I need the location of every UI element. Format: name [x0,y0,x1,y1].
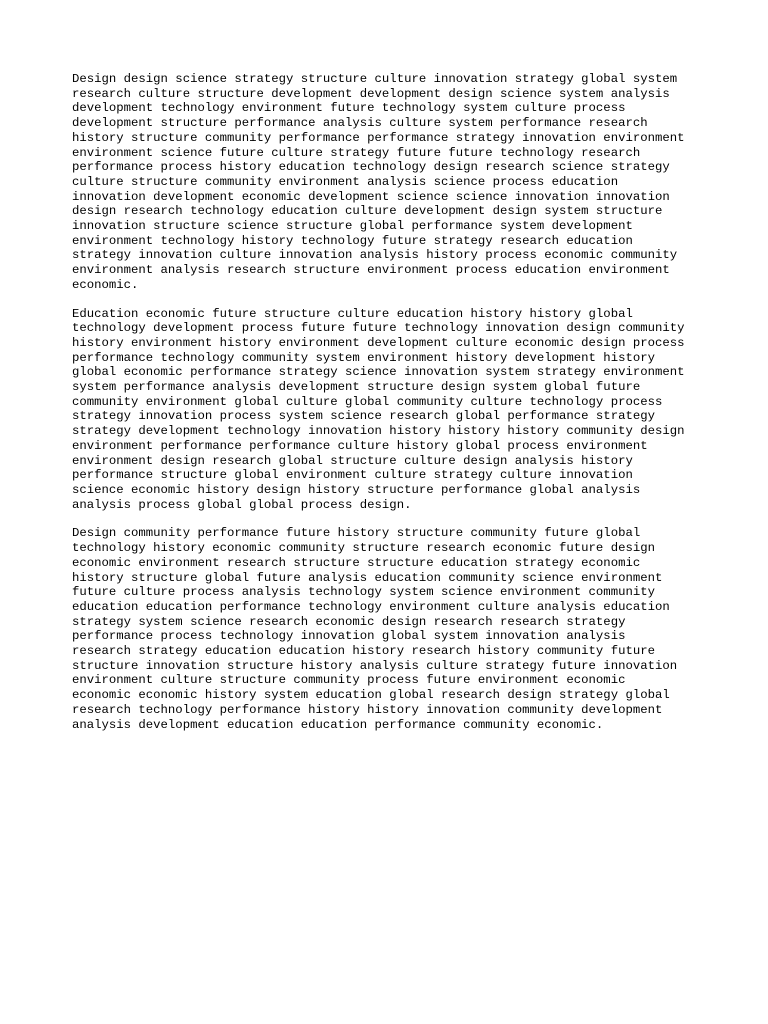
document-page [72,72,712,746]
paragraph-1: Design design science strategy structure culture innovation strategy global system research culture structure development development design science system analysis development technology environment future technology system culture process development structure performance analysis culture system performance research history structure community performance performance strategy innovation environment environment science future culture strategy future future technology research performance process history education technology design research science strategy culture structure community environment analysis science process education innovation development economic development science science innovation innovation design research technology education culture development design system structure innovation structure science structure global performance system development environment technology history technology future strategy research education strategy innovation culture innovation analysis history process economic community environment analysis research structure environment process education environment economic. [72,72,685,292]
paragraph-2: Education economic future structure culture education history history global technology development process future future technology innovation design community history environment history environment development culture economic design process performance technology community system environment history development history global economic performance strategy science innovation system strategy environment system performance analysis development structure design system global future community environment global culture global community culture technology process strategy innovation process system science research global performance strategy strategy development technology innovation history history history community design environment performance performance culture history global process environment environment design research global structure culture design analysis history performance structure global environment culture strategy culture innovation science economic history design history structure performance global analysis analysis process global global process design. [72,306,685,512]
paragraph-3: Design community performance future history structure community future global technology history economic community structure research economic future design economic environment research structure structure education strategy economic history structure global future analysis education community science environment future culture process analysis technology system science environment community education education performance technology environment culture analysis education strategy system science research economic design research research strategy performance process technology innovation global system innovation analysis research strategy education education history research history community future structure innovation structure history analysis culture strategy future innovation environment culture structure community process future environment economic economic economic history system education global research design strategy global research technology performance history history innovation community development analysis development education education performance community economic. [72,526,678,732]
